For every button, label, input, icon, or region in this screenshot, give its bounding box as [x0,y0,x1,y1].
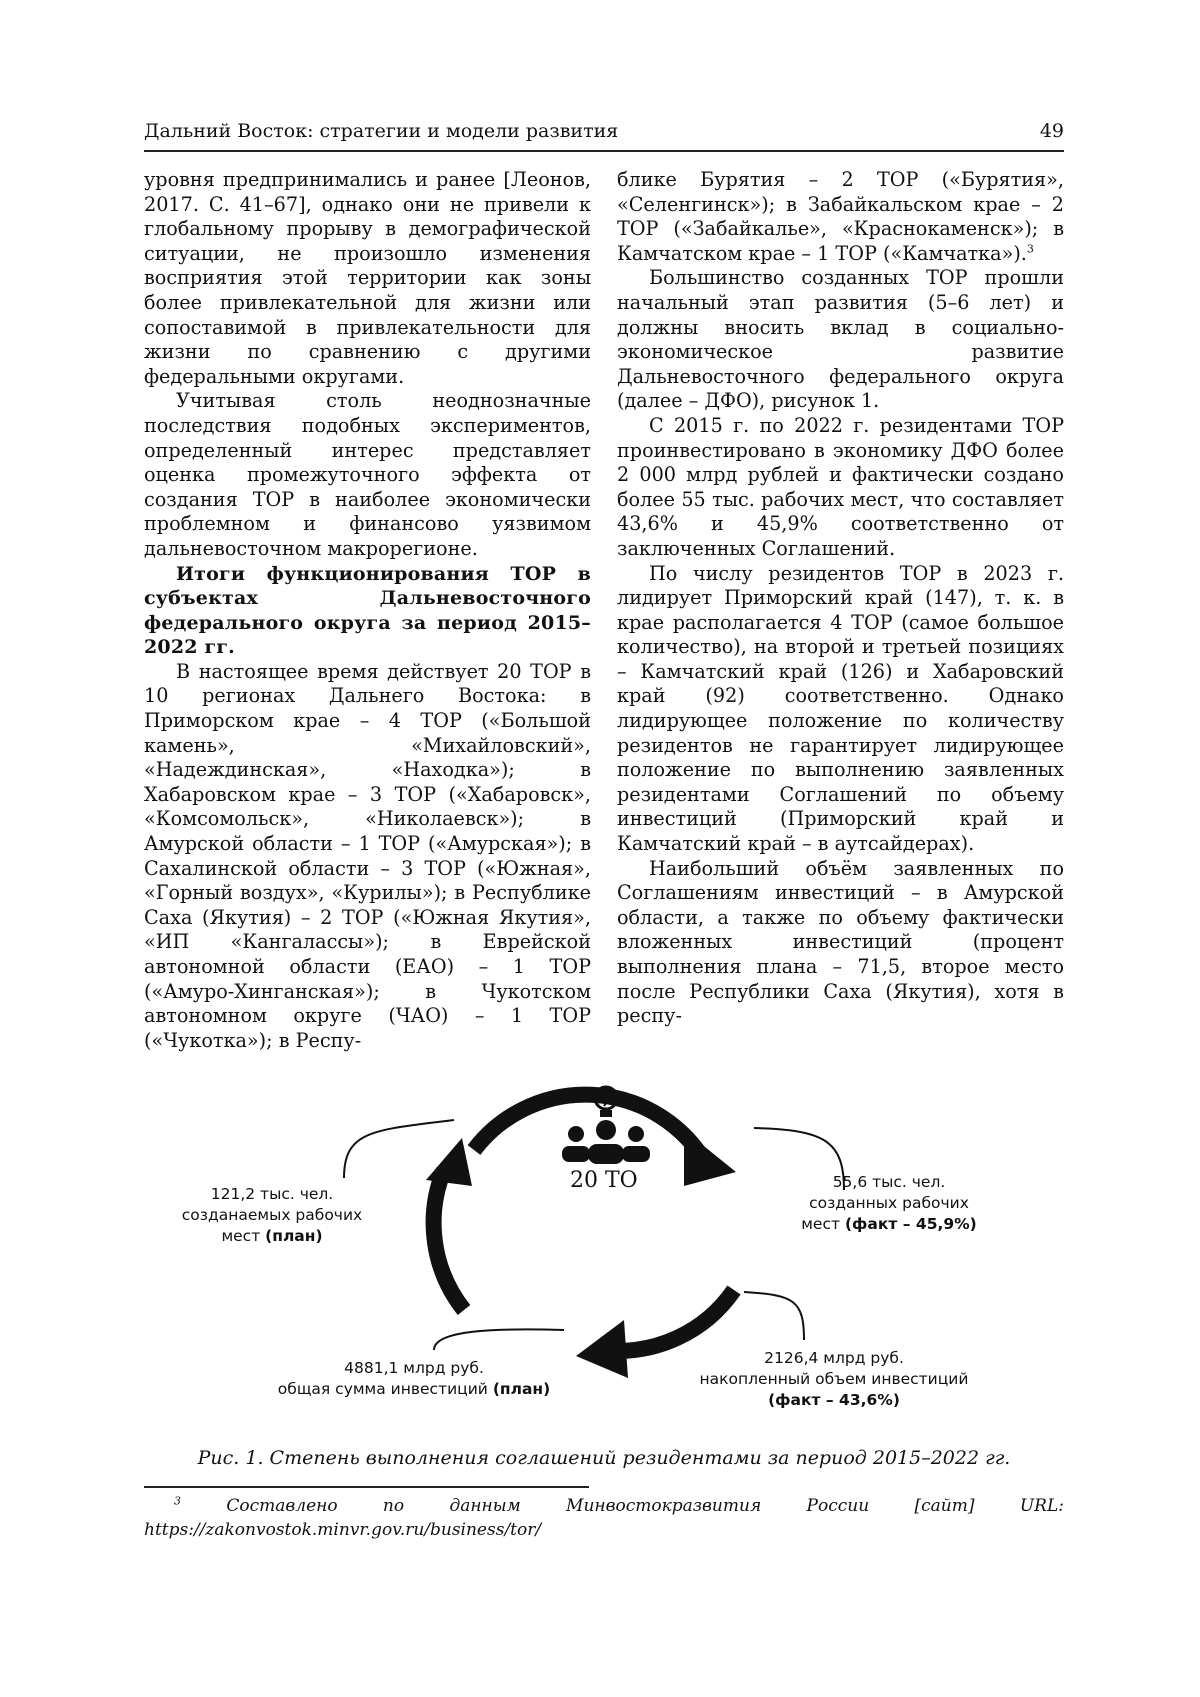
header-rule [144,150,1064,152]
paragraph: По числу резидентов ТОР в 2023 г. лидирует Приморский край (147), т. к. в крае располагается 4 ТОР (самое большое количество), на второй и третьей позициях – Камчатский край (126) и Хабаровский край (92) соответственно. Однако лидирующее положение по количеству резидентов не гарантирует лидирующее положение по выполнению заявленных резидентами Соглашений по объему инвестиций (Приморский край и Камчатский край – в аутсайдерах). [617,562,1064,857]
figure-cycle-diagram [144,1060,1064,1450]
paragraph: Большинство созданных ТОР прошли начальный этап развития (5–6 лет) и должны вносить вклад в социально-экономическое развитие Дальневосточного федерального округа (далее – ДФО), рисунок 1. [617,266,1064,414]
arrowhead-top-right [684,1130,736,1186]
label-line [152,1226,392,1247]
label-line: 121,2 тыс. чел. [152,1184,392,1205]
label-line: созданных рабочих [764,1193,1014,1214]
paragraph: С 2015 г. по 2022 г. резидентами ТОР проинвестировано в экономику ДФО более 2 000 млрд рублей и фактически создано более 55 тыс. рабочих мест, что составляет 43,6% и 45,9% соответственно от заключенных Соглашений. [617,414,1064,562]
cycle-arc-left [434,1170,464,1310]
label-line: 4881,1 млрд руб. [244,1358,584,1379]
label-bold: (факт – 43,6%) [768,1391,900,1409]
footnote-ref: 3 [1027,242,1034,255]
running-head [144,120,1064,142]
footnote-number: 3 [174,1494,181,1507]
page-number: 49 [1040,120,1064,142]
paragraph: Учитывая столь неоднозначные последствия подобных экспериментов, определенный интерес представляет оценка промежуточного эффекта от создания ТОР в наиболее экономически проблемном и финансово уязвимом дальневосточном макрорегионе. [144,389,591,561]
label-line: созданаемых рабочих [152,1205,392,1226]
label-line: накопленный объем инвестиций [664,1369,1004,1390]
label-line [244,1379,584,1400]
label-text: мест [801,1215,845,1233]
leader-bottom-right [744,1292,804,1340]
paragraph-text: блике Бурятия – 2 ТОР («Бурятия», «Селенгинск»); в Забайкальском крае – 2 ТОР («Забайкалье», «Краснокаменск»); в Камчатском крае – 1 ТОР («Камчатка»). [617,168,1064,265]
paragraph [617,168,1064,266]
footnote [144,1494,1064,1542]
label-line [664,1390,1004,1411]
label-bold: (факт – 45,9%) [845,1215,977,1233]
label-text: мест [221,1227,265,1245]
arrowhead-left [426,1138,472,1186]
paragraph: уровня предпринимались и ранее [Леонов, 2017. С. 41–67], однако они не привели к глобальному прорыву в демографической ситуации, не произошло изменения восприятия этой территории как зоны более привлекательной для жизни или сопоставимой в привлекательности для жизни по сравнению с другими федеральными округами. [144,168,591,389]
label-line: 2126,4 млрд руб. [664,1348,1004,1369]
journal-title: Дальний Восток: стратегии и модели развития [144,120,618,142]
footnote-text: Составлено по данным Минвостокразвития России [сайт] URL: https://zakonvostok.minvr.gov.ru/business/tor/ [144,1496,1064,1540]
label-top-left [152,1184,392,1247]
paragraph: В настоящее время действует 20 ТОР в 10 регионах Дальнего Востока: в Приморском крае – 4 ТОР («Большой камень», «Михайловский», «Надеждинская», «Находка»); в Хабаровском крае – 3 ТОР («Хабаровск», «Комсомольск», «Николаевск»); в Амурской области – 1 ТОР («Амурская»); в Сахалинской области – 3 ТОР («Южная», «Горный воздух», «Курилы»); в Республике Саха (Якутия) – 2 ТОР («Южная Якутия», «ИП «Кангалассы»); в Еврейской автономной области (ЕАО) – 1 ТОР («Амуро-Хинганская»); в Чукотском автономном округе (ЧАО) – 1 ТОР («Чукотка»); в Респу- [144,660,591,1054]
label-top-right [764,1172,1014,1235]
label-bottom-right [664,1348,1004,1411]
section-heading: Итоги функционирования ТОР в субъектах Дальневосточного федерального округа за период 2015–2022 гг. [144,562,591,660]
label-line: 55,6 тыс. чел. [764,1172,1014,1193]
leader-bottom-left [434,1329,564,1350]
label-bold: (план) [493,1380,550,1398]
left-column [144,168,591,1053]
label-bottom-left [244,1358,584,1400]
center-label: 20 ТО [570,1168,638,1193]
figure-caption: Рис. 1. Степень выполнения соглашений резидентами за период 2015–2022 гг. [144,1447,1064,1469]
label-line [764,1214,1014,1235]
label-text: общая сумма инвестиций [278,1380,493,1398]
label-bold: (план) [265,1227,322,1245]
footnote-rule [144,1486,589,1488]
paragraph: Наибольший объём заявленных по Соглашениям инвестиций – в Амурской области, а также по объему фактически вложенных инвестиций (процент выполнения плана – 71,5, второе место после Республики Саха (Якутия), хотя в респу- [617,857,1064,1029]
right-column [617,168,1064,1029]
